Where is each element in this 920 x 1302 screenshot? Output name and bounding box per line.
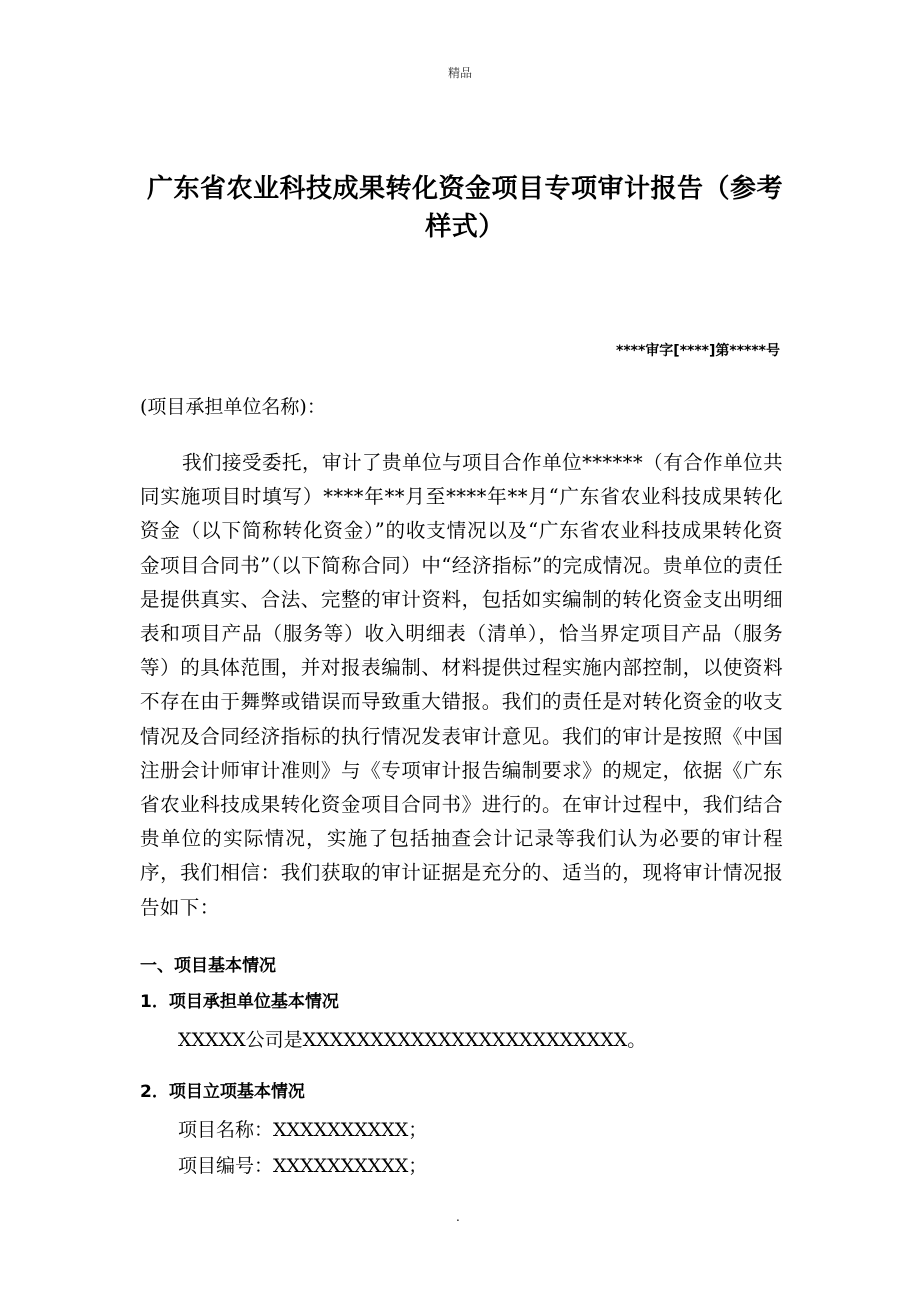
subsection-heading-project-info: 2．项目立项基本情况: [140, 1082, 305, 1102]
document-number: ****审字[****]第*****号: [616, 343, 780, 359]
subsection-heading-unit-info: 1．项目承担单位基本情况: [140, 992, 339, 1012]
body-paragraph: 我们接受委托，审计了贵单位与项目合作单位******（有合作单位共同实施项目时填写）****年**月至****年**月“广东省农业科技成果转化资金（以下简称转化资金）”的收支情况以及“广东省农业科技成果转化资金项目合同书”（以下简称合同）中“经济指标”的完成情况。贵单位的责任是提供真实、合法、完整的审计资料，包括如实编制的转化资金支出明细表和项目产品（服务等）收入明细表（清单），恰当界定项目产品（服务等）的具体范围，并对报表编制、材料提供过程实施内部控制，以使资料不存在由于舞弊或错误而导致重大错报。我们的责任是对转化资金的收支情况及合同经济指标的执行情况发表审计意见。我们的审计是按照《中国注册会计师审计准则》与《专项审计报告编制要求》的规定，依据《广东省农业科技成果转化资金项目合同书》进行的。在审计过程中，我们结合贵单位的实际情况，实施了包括抽查会计记录等我们认为必要的审计程序，我们相信：我们获取的审计证据是充分的、适当的，现将审计情况报告如下：: [140, 451, 783, 919]
report-title: 广东省农业科技成果转化资金项目专项审计报告（参考样式）: [146, 174, 783, 242]
section-heading-basic-info: 一、项目基本情况: [140, 956, 276, 976]
unit-info-text: XXXXX公司是XXXXXXXXXXXXXXXXXXXXXXXX。: [178, 1029, 647, 1051]
project-number-line: 项目编号：XXXXXXXXXX；: [178, 1155, 428, 1177]
page-header-mark: 精品: [447, 66, 472, 80]
project-name-line: 项目名称：XXXXXXXXXX；: [178, 1119, 428, 1141]
addressee-line: (项目承担单位名称)：: [140, 396, 326, 418]
page-footer-dot: .: [456, 1210, 460, 1224]
